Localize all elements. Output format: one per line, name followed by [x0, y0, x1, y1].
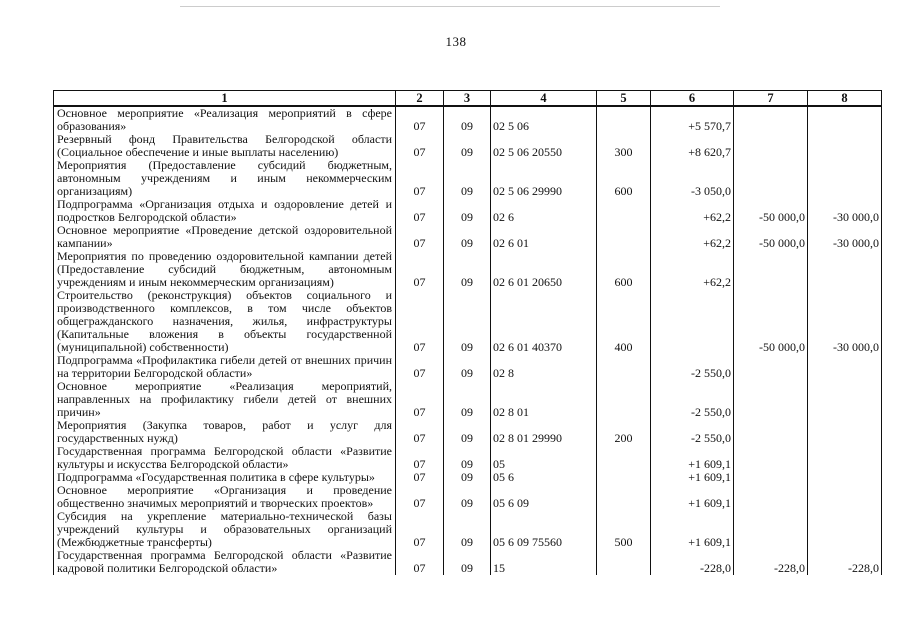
table-row — [54, 445, 882, 471]
cell-col-6: +62,2 — [651, 198, 734, 224]
cell-col-6: +5 570,7 — [651, 106, 734, 133]
cell-col-4: 02 5 06 20550 — [491, 133, 597, 159]
cell-col-7 — [734, 484, 808, 510]
cell-col-6: +62,2 — [651, 224, 734, 250]
cell-col-4: 05 — [491, 445, 597, 471]
row-description: Мероприятия по проведению оздоровительной кампании детей (Предоставление субсидий бюджетным, автономным учреждениям и иным некоммерческим организациям) — [54, 250, 396, 289]
cell-col-4: 02 6 — [491, 198, 597, 224]
cell-col-7 — [734, 445, 808, 471]
table-row — [54, 159, 882, 198]
cell-col-2: 07 — [396, 250, 444, 289]
cell-col-4: 02 8 01 29990 — [491, 419, 597, 445]
table-body — [54, 106, 882, 575]
table-row — [54, 510, 882, 549]
table-row — [54, 198, 882, 224]
cell-col-3: 09 — [444, 250, 491, 289]
cell-col-8: -30 000,0 — [808, 289, 882, 354]
cell-col-3: 09 — [444, 510, 491, 549]
table-header-row — [54, 91, 882, 107]
cell-col-5 — [597, 106, 651, 133]
cell-col-5 — [597, 445, 651, 471]
cell-col-7: -228,0 — [734, 549, 808, 575]
cell-col-5: 600 — [597, 159, 651, 198]
cell-col-8 — [808, 419, 882, 445]
row-description: Мероприятия (Закупка товаров, работ и услуг для государственных нужд) — [54, 419, 396, 445]
cell-col-5: 300 — [597, 133, 651, 159]
cell-col-3: 09 — [444, 354, 491, 380]
cell-col-6: -228,0 — [651, 549, 734, 575]
cell-col-6: +1 609,1 — [651, 484, 734, 510]
cell-col-5 — [597, 549, 651, 575]
cell-col-3: 09 — [444, 289, 491, 354]
cell-col-7 — [734, 133, 808, 159]
cell-col-8 — [808, 250, 882, 289]
cell-col-3: 09 — [444, 224, 491, 250]
cell-col-8 — [808, 159, 882, 198]
cell-col-5: 400 — [597, 289, 651, 354]
cell-col-7 — [734, 250, 808, 289]
cell-col-4: 02 6 01 — [491, 224, 597, 250]
cell-col-4: 02 5 06 29990 — [491, 159, 597, 198]
cell-col-3: 09 — [444, 159, 491, 198]
row-description: Строительство (реконструкция) объектов социального и производственного комплексов, в том числе объектов общегражданского назначения, жилья, инфраструктуры (Капитальные вложения в объекты государственной (муниципальной) собственности) — [54, 289, 396, 354]
cell-col-2: 07 — [396, 106, 444, 133]
budget-table — [53, 90, 882, 575]
cell-col-6: +62,2 — [651, 250, 734, 289]
row-description: Основное мероприятие «Организация и проведение общественно значимых мероприятий и творческих проектов» — [54, 484, 396, 510]
cell-col-3: 09 — [444, 106, 491, 133]
cell-col-6: +8 620,7 — [651, 133, 734, 159]
row-description: Основное мероприятие «Проведение детской оздоровительной кампании» — [54, 224, 396, 250]
cell-col-6 — [651, 289, 734, 354]
table-row — [54, 484, 882, 510]
table-row — [54, 419, 882, 445]
column-header: 3 — [444, 91, 491, 107]
cell-col-8 — [808, 471, 882, 484]
row-description: Подпрограмма «Профилактика гибели детей от внешних причин на территории Белгородской области» — [54, 354, 396, 380]
cell-col-5: 500 — [597, 510, 651, 549]
column-header: 8 — [808, 91, 882, 107]
cell-col-3: 09 — [444, 549, 491, 575]
table-row — [54, 380, 882, 419]
table-row — [54, 549, 882, 575]
cell-col-3: 09 — [444, 198, 491, 224]
cell-col-6: -3 050,0 — [651, 159, 734, 198]
table-row — [54, 224, 882, 250]
cell-col-5 — [597, 380, 651, 419]
row-description: Резервный фонд Правительства Белгородской области (Социальное обеспечение и иные выплаты населению) — [54, 133, 396, 159]
cell-col-8: -228,0 — [808, 549, 882, 575]
cell-col-2: 07 — [396, 549, 444, 575]
cell-col-2: 07 — [396, 159, 444, 198]
cell-col-7 — [734, 354, 808, 380]
cell-col-3: 09 — [444, 471, 491, 484]
row-description: Основное мероприятие «Реализация мероприятий в сфере образования» — [54, 106, 396, 133]
cell-col-7 — [734, 510, 808, 549]
cell-col-7: -50 000,0 — [734, 198, 808, 224]
cell-col-3: 09 — [444, 380, 491, 419]
column-header: 5 — [597, 91, 651, 107]
scan-edge-line — [180, 6, 720, 7]
cell-col-2: 07 — [396, 224, 444, 250]
cell-col-7 — [734, 419, 808, 445]
cell-col-4: 05 6 09 — [491, 484, 597, 510]
cell-col-3: 09 — [444, 484, 491, 510]
cell-col-8 — [808, 510, 882, 549]
cell-col-5 — [597, 484, 651, 510]
cell-col-7: -50 000,0 — [734, 289, 808, 354]
cell-col-2: 07 — [396, 471, 444, 484]
row-description: Государственная программа Белгородской области «Развитие кадровой политики Белгородской области» — [54, 549, 396, 575]
cell-col-5 — [597, 224, 651, 250]
cell-col-2: 07 — [396, 484, 444, 510]
cell-col-4: 05 6 — [491, 471, 597, 484]
cell-col-2: 07 — [396, 133, 444, 159]
row-description: Основное мероприятие «Реализация мероприятий, направленных на профилактику гибели детей от внешних причин» — [54, 380, 396, 419]
column-header: 7 — [734, 91, 808, 107]
column-header: 6 — [651, 91, 734, 107]
cell-col-6: +1 609,1 — [651, 445, 734, 471]
cell-col-8 — [808, 484, 882, 510]
column-header: 4 — [491, 91, 597, 107]
cell-col-6: -2 550,0 — [651, 354, 734, 380]
page-number: 138 — [445, 34, 467, 49]
cell-col-4: 02 8 — [491, 354, 597, 380]
table-row — [54, 250, 882, 289]
row-description: Мероприятия (Предоставление субсидий бюджетным, автономным учреждениям и иным некоммерческим организациям) — [54, 159, 396, 198]
cell-col-6: -2 550,0 — [651, 380, 734, 419]
cell-col-7 — [734, 380, 808, 419]
cell-col-5 — [597, 198, 651, 224]
cell-col-8 — [808, 354, 882, 380]
row-description: Подпрограмма «Организация отдыха и оздоровление детей и подростков Белгородской области» — [54, 198, 396, 224]
cell-col-5: 200 — [597, 419, 651, 445]
table-row — [54, 289, 882, 354]
table-row — [54, 106, 882, 133]
cell-col-8 — [808, 445, 882, 471]
cell-col-7 — [734, 471, 808, 484]
cell-col-5 — [597, 354, 651, 380]
cell-col-5: 600 — [597, 250, 651, 289]
cell-col-4: 05 6 09 75560 — [491, 510, 597, 549]
row-description: Государственная программа Белгородской области «Развитие культуры и искусства Белгородской области» — [54, 445, 396, 471]
cell-col-5 — [597, 471, 651, 484]
column-header: 1 — [54, 91, 396, 107]
cell-col-8 — [808, 380, 882, 419]
cell-col-2: 07 — [396, 445, 444, 471]
column-header: 2 — [396, 91, 444, 107]
row-description: Подпрограмма «Государственная политика в сфере культуры» — [54, 471, 396, 484]
cell-col-8 — [808, 106, 882, 133]
cell-col-4: 02 8 01 — [491, 380, 597, 419]
cell-col-2: 07 — [396, 289, 444, 354]
cell-col-4: 02 6 01 40370 — [491, 289, 597, 354]
cell-col-6: +1 609,1 — [651, 471, 734, 484]
table-row — [54, 133, 882, 159]
cell-col-4: 02 6 01 20650 — [491, 250, 597, 289]
cell-col-3: 09 — [444, 445, 491, 471]
cell-col-7 — [734, 106, 808, 133]
cell-col-2: 07 — [396, 419, 444, 445]
cell-col-3: 09 — [444, 133, 491, 159]
cell-col-2: 07 — [396, 510, 444, 549]
cell-col-2: 07 — [396, 380, 444, 419]
row-description: Субсидия на укрепление материально-технической базы учреждений культуры и образовательных организаций (Межбюджетные трансферты) — [54, 510, 396, 549]
cell-col-4: 15 — [491, 549, 597, 575]
cell-col-8: -30 000,0 — [808, 198, 882, 224]
cell-col-7: -50 000,0 — [734, 224, 808, 250]
table-row — [54, 354, 882, 380]
cell-col-6: +1 609,1 — [651, 510, 734, 549]
cell-col-7 — [734, 159, 808, 198]
cell-col-4: 02 5 06 — [491, 106, 597, 133]
cell-col-3: 09 — [444, 419, 491, 445]
cell-col-8 — [808, 133, 882, 159]
cell-col-6: -2 550,0 — [651, 419, 734, 445]
cell-col-2: 07 — [396, 354, 444, 380]
cell-col-8: -30 000,0 — [808, 224, 882, 250]
cell-col-2: 07 — [396, 198, 444, 224]
